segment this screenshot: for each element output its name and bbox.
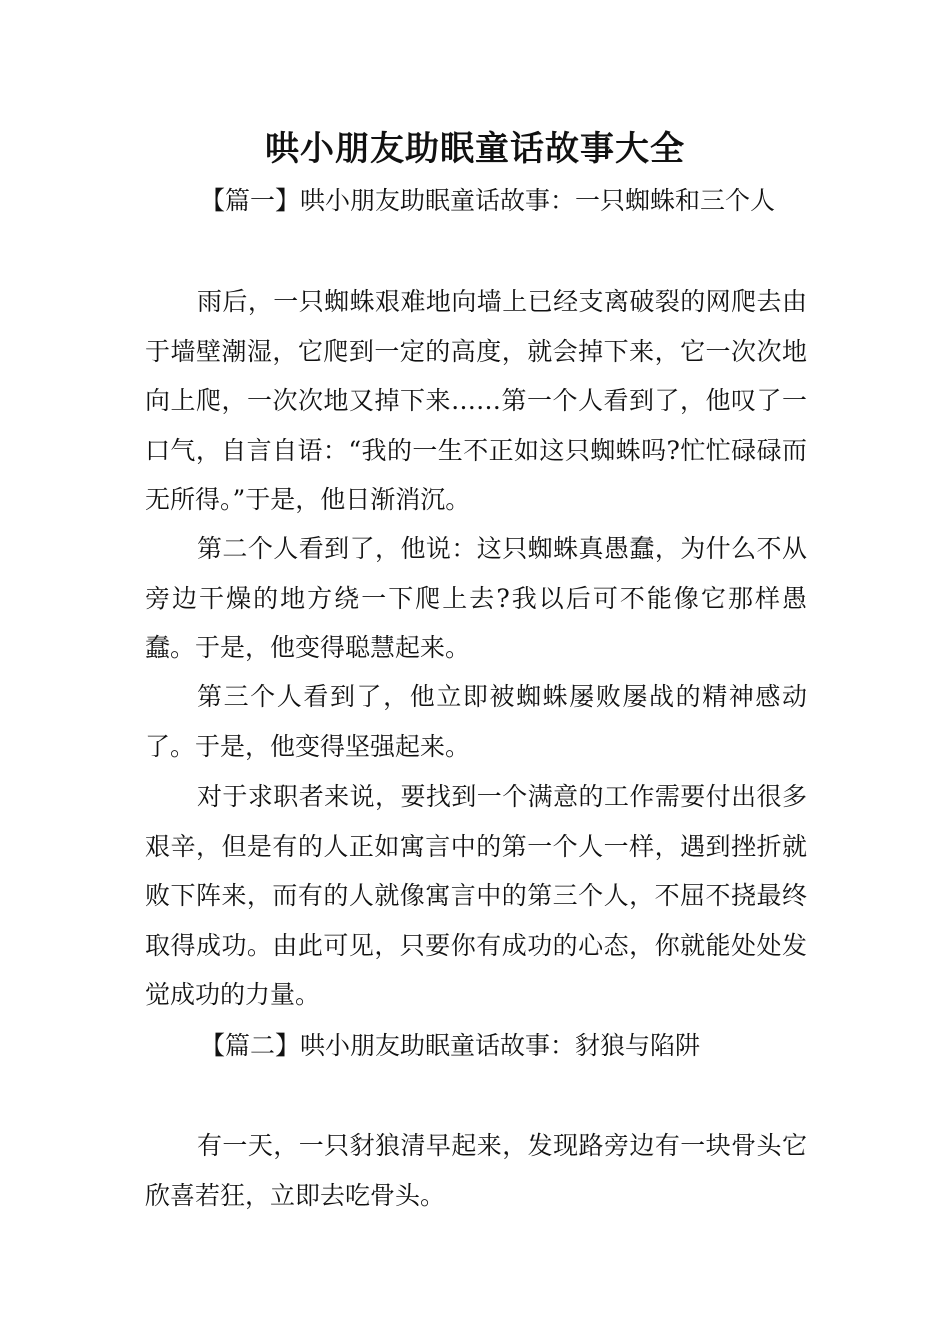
paragraph: 有一天，一只豺狼清早起来，发现路旁边有一块骨头它欣喜若狂，立即去吃骨头。 (145, 1131, 807, 1210)
paragraph: 对于求职者来说，要找到一个满意的工作需要付出很多艰辛，但是有的人正如寓言中的第一个人一样，遇到挫折就败下阵来，而有的人就像寓言中的第三个人，不屈不挠最终取得成功。由此可见，只要你有成功的心态，你就能处处发觉成功的力量。 (145, 782, 807, 1010)
section-heading-2: 【篇二】哄小朋友助眠童话故事：豺狼与陷阱 (200, 1031, 701, 1060)
paragraph: 第三个人看到了，他立即被蜘蛛屡败屡战的精神感动了。于是，他变得坚强起来。 (145, 682, 807, 761)
paragraph: 第二个人看到了，他说：这只蜘蛛真愚蠢，为什么不从旁边干燥的地方绕一下爬上去?我以后可不能像它那样愚蠢。于是，他变得聪慧起来。 (145, 534, 807, 663)
section-heading-1: 【篇一】哄小朋友助眠童话故事：一只蜘蛛和三个人 (200, 186, 776, 215)
document-title: 哄小朋友助眠童话故事大全 (265, 129, 685, 169)
paragraph: 雨后，一只蜘蛛艰难地向墙上已经支离破裂的网爬去由于墙壁潮湿，它爬到一定的高度，就会掉下来，它一次次地向上爬，一次次地又掉下来……第一个人看到了，他叹了一口气，自言自语：“我的一生不正如这只蜘蛛吗?忙忙碌碌而无所得。”于是，他日渐消沉。 (145, 287, 807, 515)
